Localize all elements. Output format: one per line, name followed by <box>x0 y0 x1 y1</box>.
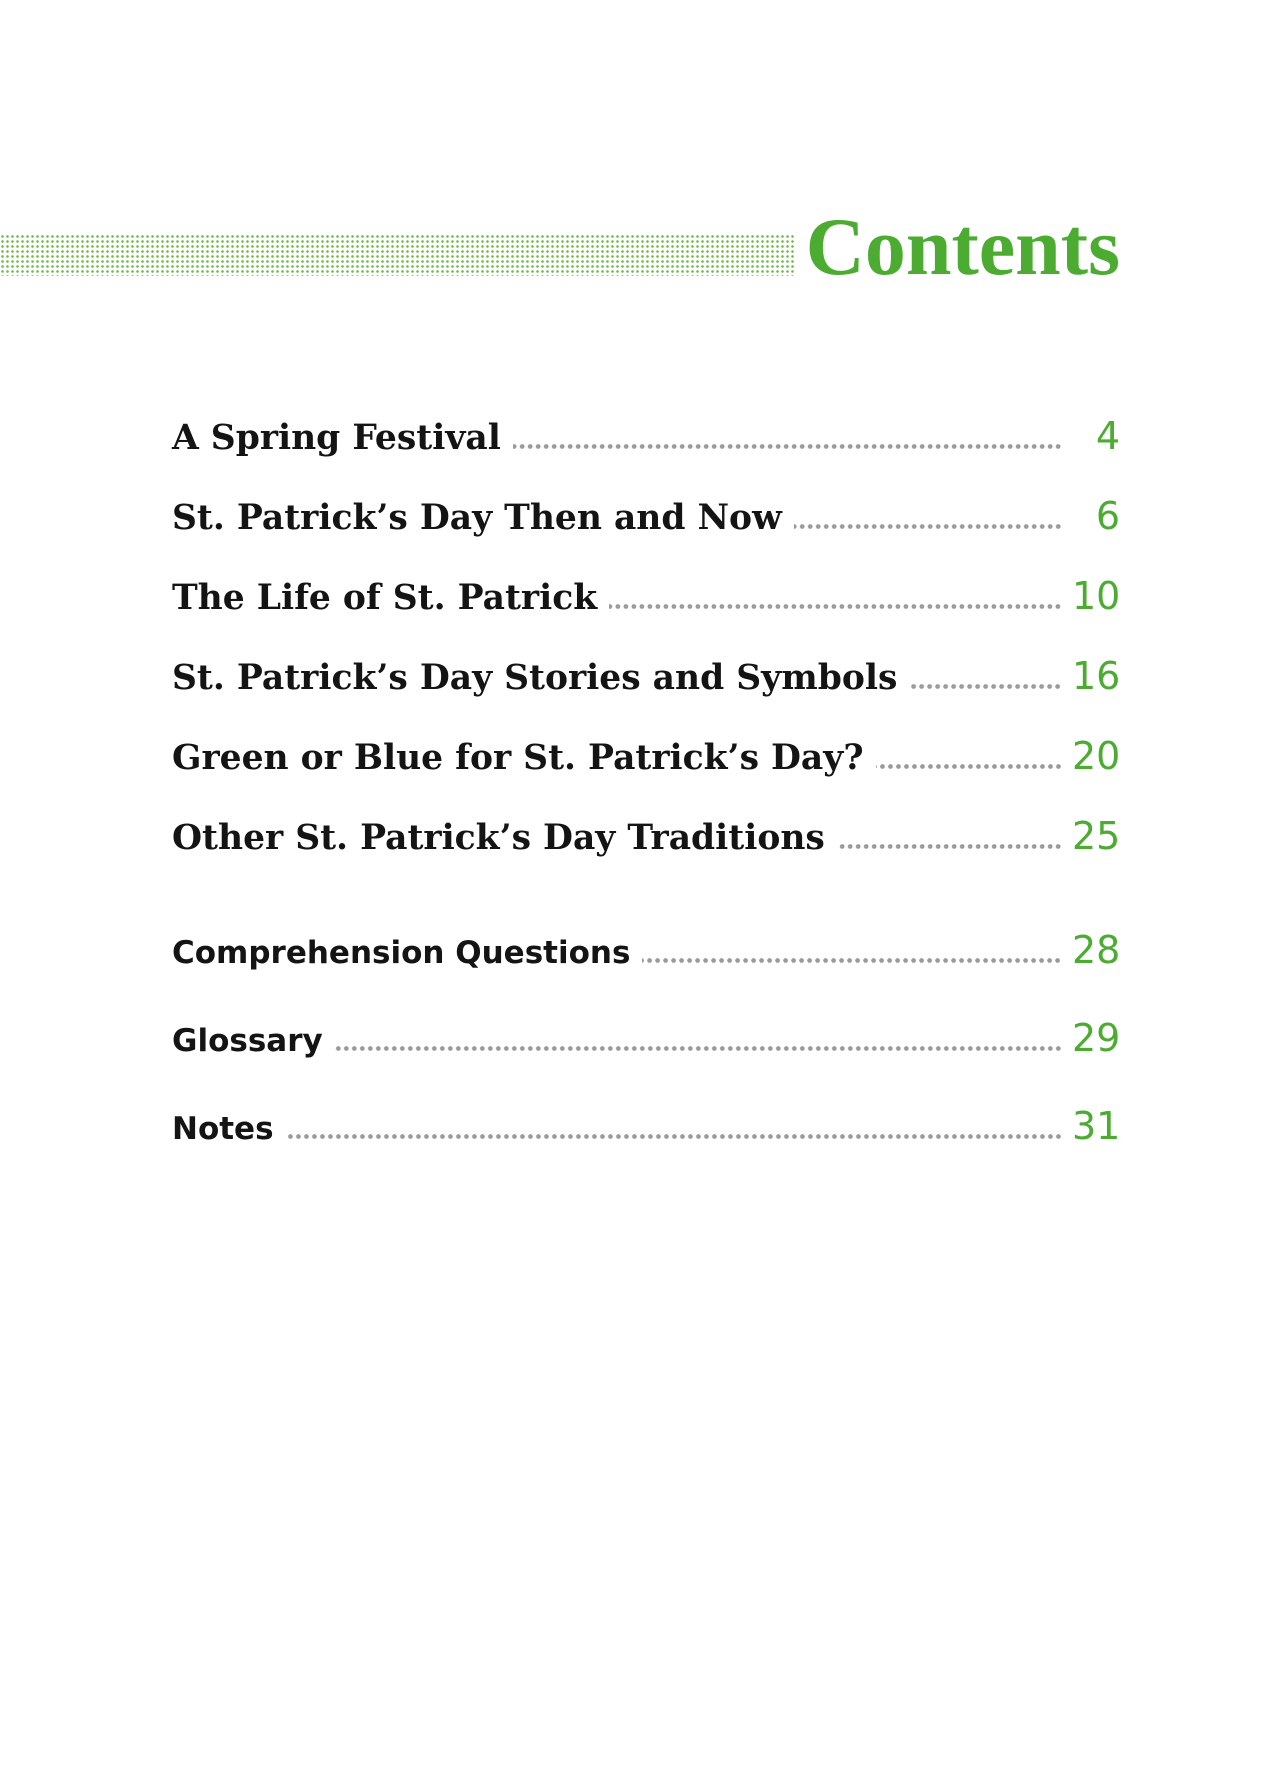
page-title: Contents <box>805 201 1120 292</box>
toc-page-number: 16 <box>1072 654 1121 698</box>
toc-page-number: 4 <box>1095 414 1120 458</box>
toc-entry-title: Other St. Patrick’s Day Traditions <box>172 818 825 858</box>
toc-entry-title: St. Patrick’s Day Then and Now <box>172 498 782 538</box>
dot-leader <box>837 844 1062 849</box>
section-spacer <box>172 892 1120 926</box>
toc-entry-green-or-blue[interactable] <box>172 732 1120 812</box>
toc-page-number: 28 <box>1072 928 1121 972</box>
dot-leader <box>513 444 1062 449</box>
toc-page-number: 31 <box>1072 1104 1121 1148</box>
dot-leader <box>286 1134 1062 1139</box>
toc-page-number: 20 <box>1072 734 1121 778</box>
dot-leader <box>876 764 1062 769</box>
toc-entry-notes[interactable] <box>172 1102 1120 1190</box>
toc-entry-title: Notes <box>172 1111 274 1147</box>
toc-entry-title: Green or Blue for St. Patrick’s Day? <box>172 738 864 778</box>
toc-entry-comprehension-questions[interactable] <box>172 926 1120 1014</box>
dot-leader <box>794 524 1062 529</box>
toc-entry-title: A Spring Festival <box>172 418 501 458</box>
toc-entry-other-traditions[interactable] <box>172 812 1120 892</box>
toc-entry-title: Glossary <box>172 1023 323 1059</box>
dot-leader <box>909 684 1062 689</box>
toc-entry-a-spring-festival[interactable] <box>172 412 1120 492</box>
dot-leader <box>642 958 1062 963</box>
dot-leader <box>609 604 1062 609</box>
toc-entry-title: Comprehension Questions <box>172 935 631 971</box>
toc-entry-stories-and-symbols[interactable] <box>172 652 1120 732</box>
toc-entry-then-and-now[interactable] <box>172 492 1120 572</box>
dotted-header-pattern <box>0 234 796 276</box>
toc-entry-title: The Life of St. Patrick <box>172 578 598 618</box>
toc-page-number: 25 <box>1072 814 1121 858</box>
dot-leader <box>335 1046 1062 1051</box>
toc-page-number: 29 <box>1072 1016 1121 1060</box>
toc-page-number: 10 <box>1072 574 1121 618</box>
toc-entry-life-of-st-patrick[interactable] <box>172 572 1120 652</box>
toc-entry-glossary[interactable] <box>172 1014 1120 1102</box>
toc-entry-title: St. Patrick’s Day Stories and Symbols <box>172 658 898 698</box>
table-of-contents <box>172 412 1120 1190</box>
toc-page-number: 6 <box>1095 494 1120 538</box>
